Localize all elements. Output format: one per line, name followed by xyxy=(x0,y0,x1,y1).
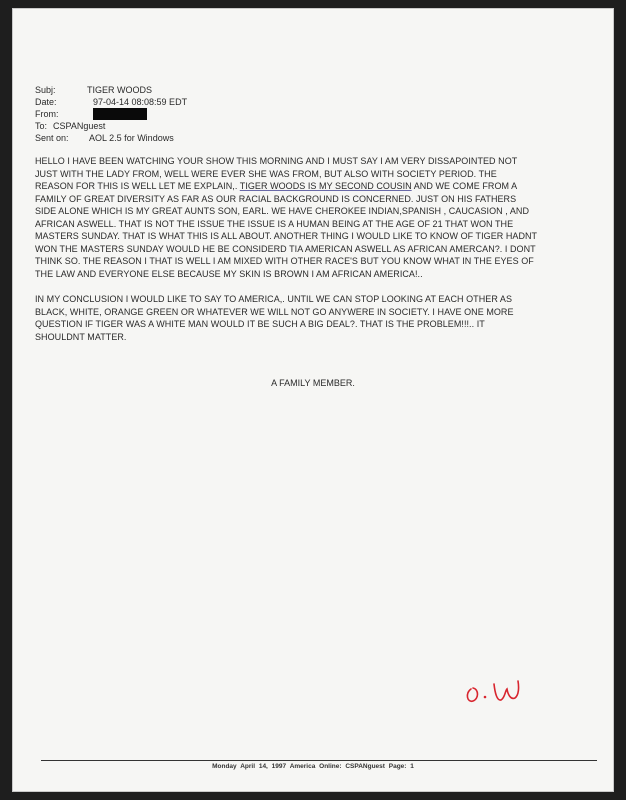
sent-on-value: AOL 2.5 for Windows xyxy=(89,133,174,143)
text-line: SIDE ALONE WHICH IS MY GREAT AUNTS SON, EARL. WE HAVE CHEROKEE INDIAN,SPANISH , CAUCASION , AND xyxy=(35,206,530,216)
sent-on-label: Sent on: xyxy=(35,133,69,143)
document-page xyxy=(12,8,614,792)
subj-value: TIGER WOODS xyxy=(87,85,152,95)
subj-label: Subj: xyxy=(35,85,56,95)
to-label: To: xyxy=(35,121,48,131)
text-line: THINK SO. THE REASON I THAT IS WELL I AM MIXED WITH OTHER RACE'S BUT YOU KNOW WHAT IN THE EYES OF xyxy=(35,256,534,266)
date-value: 97-04-14 08:08:59 EDT xyxy=(93,97,188,107)
text-line: IN MY CONCLUSION I WOULD LIKE TO SAY TO AMERICA,. UNTIL WE CAN STOP LOOKING AT EACH OTHER AS xyxy=(35,294,513,304)
text-line: HELLO I HAVE BEEN WATCHING YOUR SHOW THIS MORNING AND I MUST SAY I AM VERY DISSAPOINTED NOT xyxy=(35,156,518,166)
from-label: From: xyxy=(35,109,59,119)
text-line: BLACK, WHITE, ORANGE GREEN OR WHATEVER WE WILL NOT GO ANYWERE IN SOCIETY. I HAVE ONE MORE xyxy=(35,306,514,317)
email-header xyxy=(35,85,335,145)
message-paragraph-2 xyxy=(35,293,565,343)
redaction-bar xyxy=(93,108,147,120)
text-line: WON THE MASTERS SUNDAY WOULD HE BE CONSIDERD TIA AMERICAN ASWELL AS AFRICAN AMERCAN?. I DONT xyxy=(35,243,536,254)
text-line: SHOULDNT MATTER. xyxy=(35,331,127,342)
text-line: THE LAW AND EVERYONE ELSE BECAUSE MY SKIN IS BROWN I AM AFRICAN AMERICA!.. xyxy=(35,268,423,279)
message-paragraph-1 xyxy=(35,155,565,280)
text-line: JUST WITH THE LADY FROM, WELL WERE EVER SHE WAS FROM, BUT ALSO WITH SOCIETY PERIOD. THE xyxy=(35,168,497,179)
date-label: Date: xyxy=(35,97,57,107)
to-value: CSPANguest xyxy=(53,121,106,131)
footer-rule xyxy=(41,760,597,761)
text-line: FAMILY OF GREAT DIVERSITY AS FAR AS OUR RACIAL BACKGROUND IS CONCERNED. JUST ON HIS FATHERS xyxy=(35,193,517,204)
text-segment: REASON FOR THIS IS WELL LET ME EXPLAIN,. xyxy=(35,181,238,191)
handwritten-initials xyxy=(461,669,541,709)
text-segment: AND WE COME FROM A xyxy=(413,181,518,191)
text-line: QUESTION IF TIGER WAS A WHITE MAN WOULD IT BE SUCH A BIG DEAL?. THAT IS THE PROBLEM!!!.. IT xyxy=(35,319,485,329)
text-line: AFRICAN ASWELL. THAT IS NOT THE ISSUE THE ISSUE IS A HUMAN BEING AT THE AGE OF 21 THAT WON THE xyxy=(35,218,514,229)
page-footer: Monday April 14, 1997 America Online: CSPANguest Page: 1 xyxy=(212,763,414,770)
text-line xyxy=(35,180,565,193)
text-line: MASTERS SUNDAY. THAT IS WHAT THIS IS ALL ABOUT. ANOTHER THING I WOULD LIKE TO KNOW OF TIGER HADNT xyxy=(35,231,538,241)
signoff: A FAMILY MEMBER. xyxy=(271,378,355,388)
underlined-phrase: TIGER WOODS IS MY SECOND COUSIN xyxy=(239,181,412,191)
